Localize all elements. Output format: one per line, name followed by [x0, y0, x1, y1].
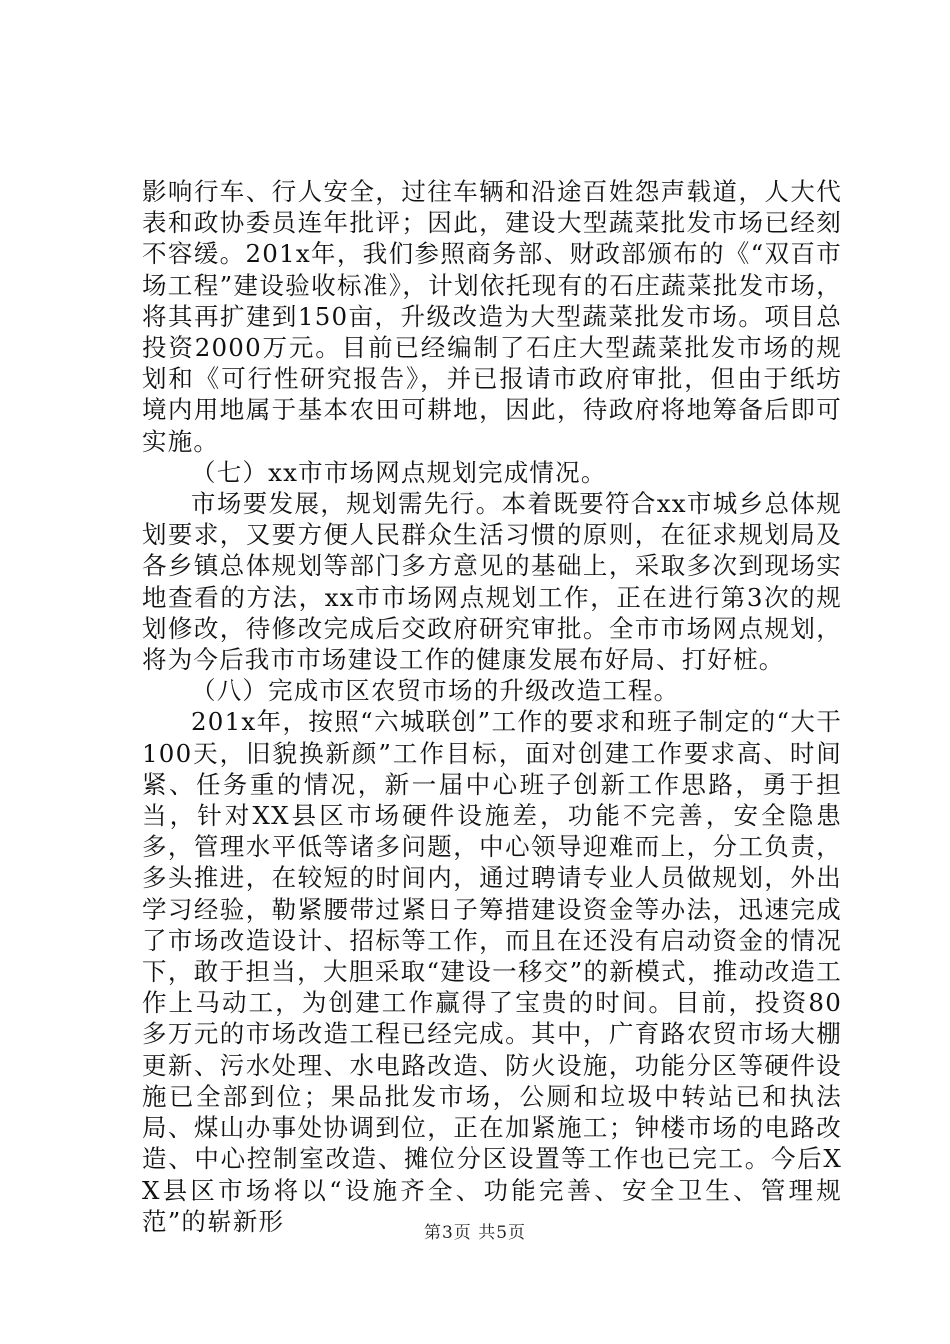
- heading-section-8: （八）完成市区农贸市场的升级改造工程。: [191, 676, 680, 706]
- paragraph-section-8: 201x年，按照“六城联创”工作的要求和班子制定的“大干100天，旧貌换新颜”工作目标，面对创建工作要求高、时间紧、任务重的情况，新一届中心班子创新工作思路，勇于担当，针对XX县区市场硬件设施差，功能不完善，安全隐患多，管理水平低等诸多问题，中心领导迎难而上，分工负责，多头推进，在较短的时间内，通过聘请专业人员做规划，外出学习经验，勒紧腰带过紧日子筹措建设资金等办法，迅速完成了市场改造设计、招标等工作，而且在还没有启动资金的情况下，敢于担当，大胆采取“建设一移交”的新模式，推动改造工作上马动工，为创建工作赢得了宝贵的时间。目前，投资80多万元的市场改造工程已经完成。其中，广育路农贸市场大棚更新、污水处理、水电路改造、防火设施，功能分区等硬件设施已全部到位；果品批发市场，公厕和垃圾中转站已和执法局、煤山办事处协调到位，正在加紧施工；钟楼市场的电路改造、中心控制室改造、摊位分区设置等工作也已完工。今后XX县区市场将以“设施齐全、功能完善、安全卫生、管理规范”的崭新形: [142, 707, 842, 1236]
- paragraph-section-7: 市场要发展，规划需先行。本着既要符合xx市城乡总体规划要求，又要方便人民群众生活习惯的原则，在征求规划局及各乡镇总体规划等部门多方意见的基础上，采取多次到现场实地查看的方法，xx市市场网点规划工作，正在进行第3次的规划修改，待修改完成后交政府研究审批。全市市场网点规划，将为今后我市市场建设工作的健康发展布好局、打好桩。: [142, 489, 842, 675]
- body-text: [142, 176, 842, 1237]
- paragraph-continuation: 影响行车、行人安全，过往车辆和沿途百姓怨声载道，人大代表和政协委员连年批评；因此，建设大型蔬菜批发市场已经刻不容缓。201x年，我们参照商务部、财政部颁布的《“双百市场工程”建设验收标准》，计划依托现有的石庄蔬菜批发市场，将其再扩建到150亩，升级改造为大型蔬菜批发市场。项目总投资2000万元。目前已经编制了石庄大型蔬菜批发市场的规划和《可行性研究报告》，并已报请市政府审批，但由于纸坊境内用地属于基本农田可耕地，因此，待政府将地筹备后即可实施。: [142, 177, 842, 456]
- page-footer: 第3页 共5页: [423, 1223, 527, 1243]
- heading-section-7: （七）xx市市场网点规划完成情况。: [191, 457, 607, 487]
